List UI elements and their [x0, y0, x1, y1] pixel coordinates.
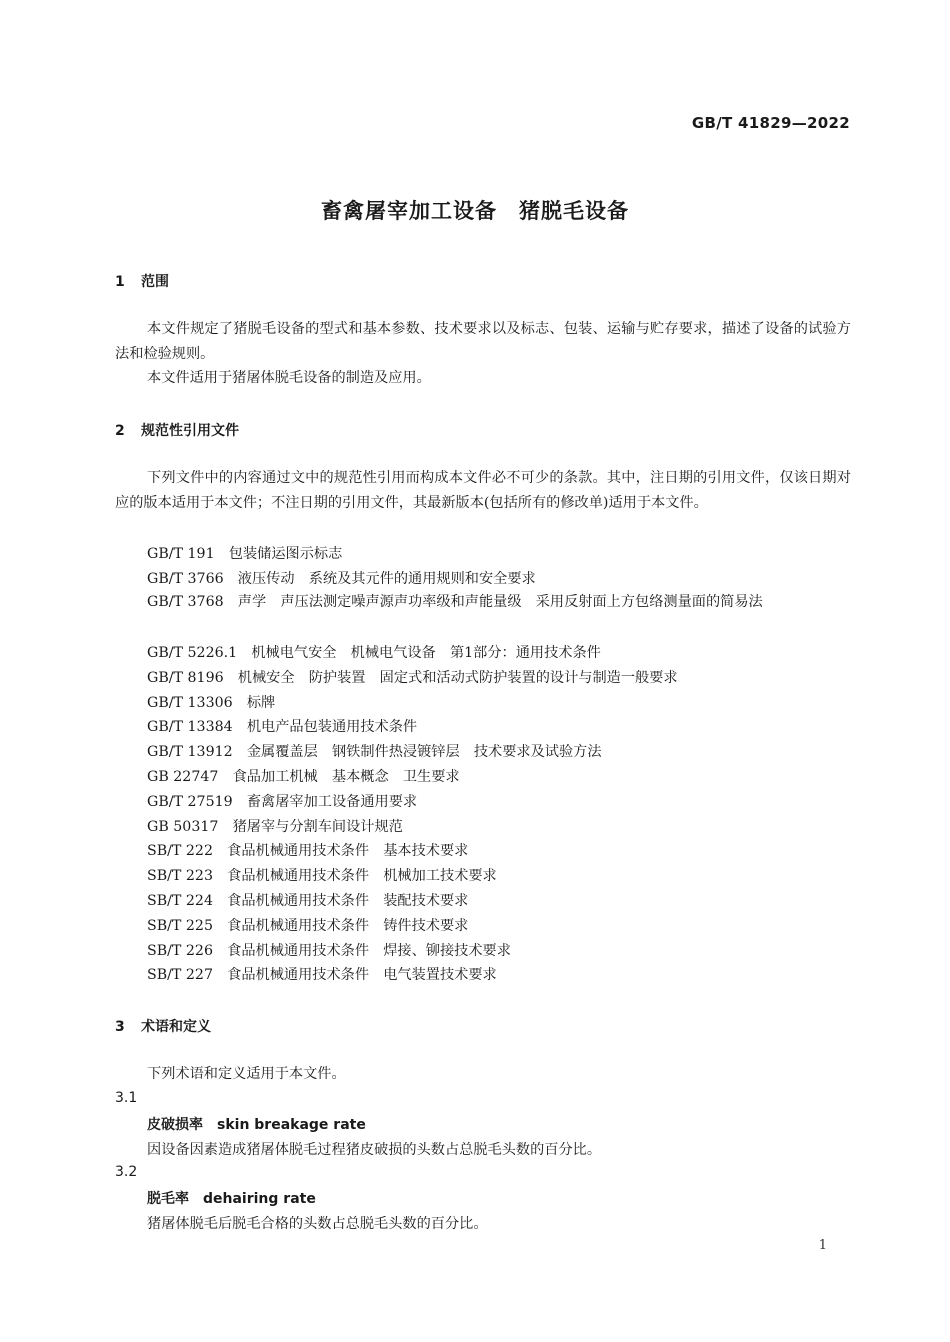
reference-item: SB/T 226 食品机械通用技术条件 焊接、铆接技术要求: [147, 943, 511, 959]
reference-item: GB/T 191 包装储运图示标志: [147, 546, 343, 562]
reference-item: GB/T 5226.1 机械电气安全 机械电气设备 第1部分：通用技术条件: [147, 645, 601, 661]
reference-item: SB/T 225 食品机械通用技术条件 铸件技术要求: [147, 918, 469, 934]
reference-item: SB/T 224 食品机械通用技术条件 装配技术要求: [147, 893, 469, 909]
scope-paragraph-2: 本文件适用于猪屠体脱毛设备的制造及应用。: [147, 370, 431, 386]
page-number: 1: [818, 1238, 827, 1253]
reference-item: GB/T 13912 金属覆盖层 钢铁制件热浸镀锌层 技术要求及试验方法: [147, 744, 602, 760]
section-number: 2: [115, 423, 125, 439]
term-definition: 因设备因素造成猪屠体脱毛过程猪皮破损的头数占总脱毛头数的百分比。: [147, 1142, 602, 1158]
reference-item: GB/T 27519 畜禽屠宰加工设备通用要求: [147, 794, 418, 810]
reference-item: SB/T 222 食品机械通用技术条件 基本技术要求: [147, 843, 469, 859]
terms-intro: 下列术语和定义适用于本文件。: [147, 1066, 346, 1082]
term-number: 3.1: [115, 1090, 138, 1106]
reference-item: SB/T 223 食品机械通用技术条件 机械加工技术要求: [147, 868, 497, 884]
reference-item: GB/T 13306 标牌: [147, 695, 276, 711]
reference-item: GB/T 8196 机械安全 防护装置 固定式和活动式防护装置的设计与制造一般要求: [147, 670, 678, 686]
section-title: 术语和定义: [141, 1019, 211, 1035]
reference-item: GB 50317 猪屠宰与分割车间设计规范: [147, 819, 403, 835]
normative-refs-intro: 下列文件中的内容通过文中的规范性引用而构成本文件必不可少的条款。其中，注日期的引用文件，仅该日期对应的版本适用于本文件；不注日期的引用文件，其最新版本(包括所有的修改单)适用于本文件。: [115, 470, 851, 511]
section-heading-normative-refs: [115, 420, 239, 440]
reference-item: GB 22747 食品加工机械 基本概念 卫生要求: [147, 769, 460, 785]
term-definition: 猪屠体脱毛后脱毛合格的头数占总脱毛头数的百分比。: [147, 1216, 488, 1232]
reference-item: GB/T 3766 液压传动 系统及其元件的通用规则和安全要求: [147, 571, 536, 587]
term-title: 皮破损率 skin breakage rate: [147, 1117, 366, 1133]
section-number: 1: [115, 274, 125, 290]
section-heading-scope: [115, 271, 169, 291]
section-title: 规范性引用文件: [141, 423, 239, 439]
term-title: 脱毛率 dehairing rate: [147, 1191, 316, 1207]
section-number: 3: [115, 1019, 125, 1035]
reference-item: GB/T 3768 声学 声压法测定噪声源声功率级和声能量级 采用反射面上方包络测量面的简易法: [147, 594, 763, 610]
section-title: 范围: [141, 274, 169, 290]
scope-paragraph-1: 本文件规定了猪脱毛设备的型式和基本参数、技术要求以及标志、包装、运输与贮存要求，描述了设备的试验方法和检验规则。: [115, 321, 851, 362]
standard-code: GB/T 41829—2022: [691, 114, 850, 132]
document-title: 畜禽屠宰加工设备 猪脱毛设备: [321, 199, 629, 223]
section-heading-terms: [115, 1016, 211, 1036]
reference-item: SB/T 227 食品机械通用技术条件 电气装置技术要求: [147, 967, 497, 983]
term-number: 3.2: [115, 1164, 138, 1180]
reference-item: GB/T 13384 机电产品包装通用技术条件: [147, 719, 418, 735]
